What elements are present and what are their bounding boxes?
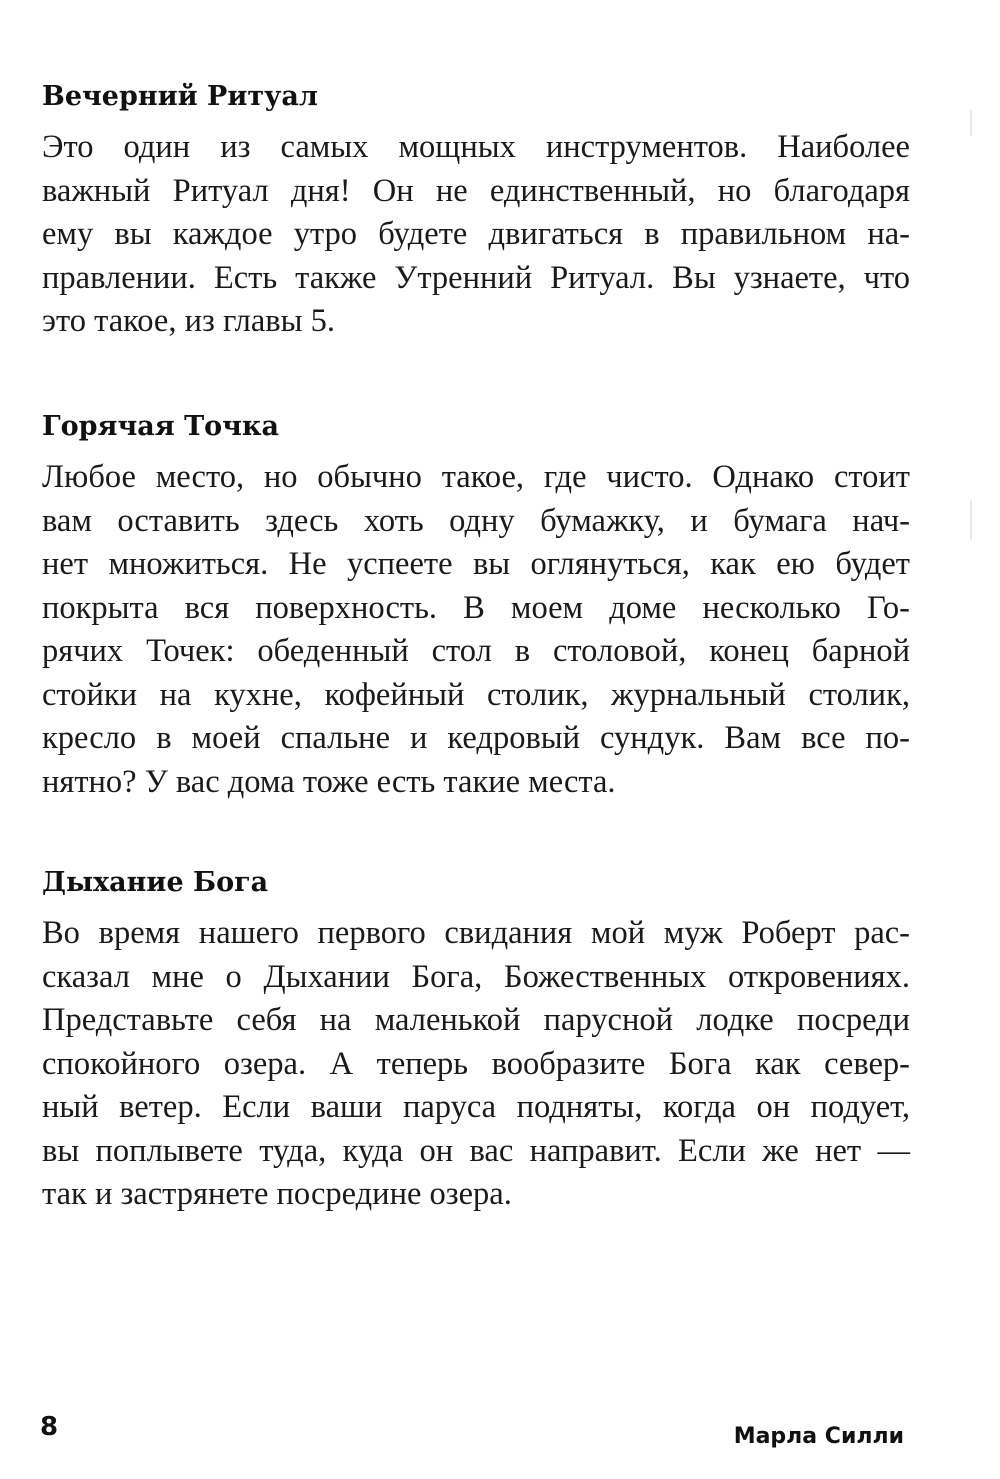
section-evening-ritual bbox=[42, 80, 910, 344]
text-line: сказал мне о Дыхании Бога, Божественных откровениях. bbox=[42, 958, 910, 995]
text-line: нятно? У вас дома тоже есть такие места. bbox=[42, 763, 616, 800]
scan-edge-mark bbox=[970, 110, 972, 136]
running-footer-author: Марла Силли bbox=[733, 1424, 904, 1449]
text-line: так и застрянете посредине озера. bbox=[42, 1176, 512, 1212]
text-line: спокойного озера. А теперь вообразите Бога как север- bbox=[42, 1045, 910, 1082]
section-paragraph bbox=[42, 912, 910, 1217]
text-line: вы поплывете туда, куда он вас направит. Если же нет — bbox=[42, 1132, 910, 1169]
text-line: кресло в моей спальне и кедровый сундук. Вам все по- bbox=[42, 720, 910, 756]
text-line: Представьте себя на маленькой парусной лодке посреди bbox=[42, 1002, 910, 1038]
text-line: важный Ритуал дня! Он не единственный, но благодаря bbox=[42, 172, 910, 209]
text-line: правлении. Есть также Утренний Ритуал. Вы узнаете, что bbox=[42, 259, 910, 296]
text-line: ему вы каждое утро будете двигаться в правильном на- bbox=[42, 216, 910, 252]
section-breath-of-god bbox=[42, 866, 910, 1217]
section-title: Горячая Точка bbox=[42, 411, 279, 442]
text-line: Любое место, но обычно такое, где чисто. Однако стоит bbox=[42, 459, 910, 495]
section-title: Дыхание Бога bbox=[42, 867, 269, 898]
text-line: Во время нашего первого свидания мой муж Роберт рас- bbox=[42, 915, 910, 951]
text-line: вам оставить здесь хоть одну бумажку, и бумага нач- bbox=[42, 502, 910, 539]
text-line: ный ветер. Если ваши паруса подняты, когда он подует, bbox=[42, 1089, 910, 1125]
section-hot-spot bbox=[42, 410, 910, 804]
scan-edge-mark bbox=[970, 500, 972, 540]
section-title: Вечерний Ритуал bbox=[42, 81, 318, 112]
text-line: стойки на кухне, кофейный столик, журнальный столик, bbox=[42, 676, 910, 713]
text-line: покрыта вся поверхность. В моем доме несколько Го- bbox=[42, 589, 910, 626]
text-line: рячих Точек: обеденный стол в столовой, конец барной bbox=[42, 633, 910, 669]
text-line: Это один из самых мощных инструментов. Наиболее bbox=[42, 129, 910, 165]
section-paragraph bbox=[42, 126, 910, 344]
text-line: нет множиться. Не успеете вы оглянуться, как ею будет bbox=[42, 546, 910, 582]
text-line: это такое, из главы 5. bbox=[42, 303, 335, 339]
section-paragraph bbox=[42, 456, 910, 804]
page-number: 8 bbox=[40, 1412, 59, 1442]
